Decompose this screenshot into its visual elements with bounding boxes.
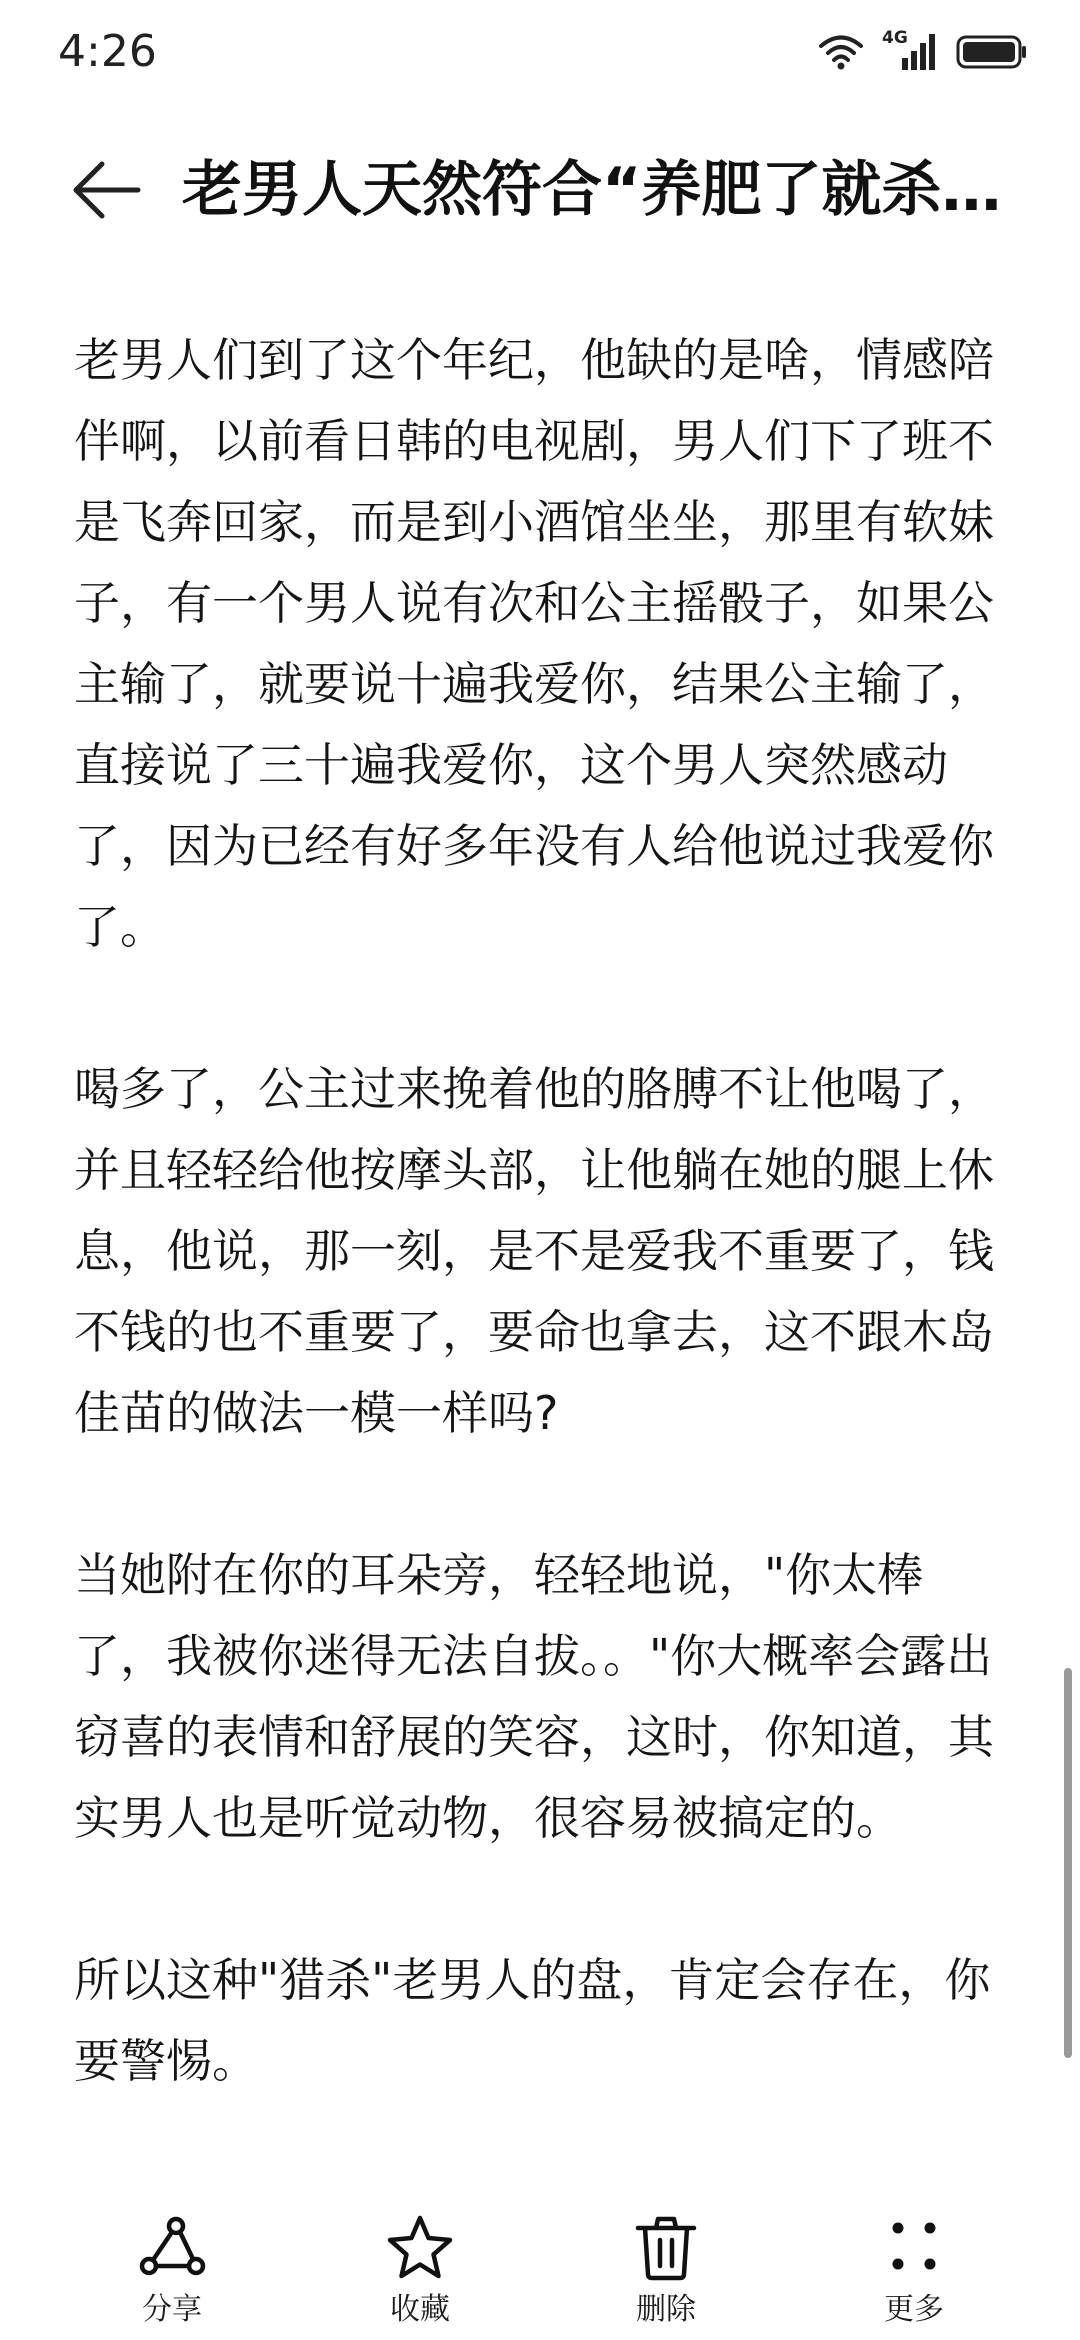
- status-icons: [818, 30, 1028, 74]
- article-paragraph: 老男人们到了这个年纪，他缺的是啥，情感陪伴啊，以前看日韩的电视剧，男人们下了班不是飞奔回家，而是到小酒馆坐坐，那里有软妹子，有一个男人说有次和公主摇骰子，如果公主输了，就要说十遍我爱你，结果公主输了，直接说了三十遍我爱你，这个男人突然感动了，因为已经有好多年没有人给他说过我爱你了。: [74, 333, 994, 954]
- favorite-label: 收藏: [390, 2292, 450, 2327]
- article-paragraph: 所以这种"猎杀"老男人的盘，肯定会存在，你要警惕。: [74, 1953, 991, 2088]
- page-title: 老男人天然符合“养肥了就杀…: [182, 155, 1002, 225]
- star-icon: [384, 2212, 456, 2284]
- article-paragraph: 喝多了，公主过来挽着他的胳膊不让他喝了，并且轻轻给他按摩头部，让他躺在她的腿上休息，他说，那一刻，是不是爱我不重要了，钱不钱的也不重要了，要命也拿去，这不跟木岛佳苗的做法一模一样吗?: [74, 1062, 994, 1440]
- trash-icon: [630, 2212, 702, 2284]
- scrollbar-thumb[interactable]: [1064, 1668, 1072, 2058]
- article-paragraph: 当她附在你的耳朵旁，轻轻地说，"你太棒了，我被你迷得无法自拔。。"你大概率会露出窃喜的表情和舒展的笑容，这时，你知道，其实男人也是听觉动物，很容易被搞定的。: [74, 1548, 994, 1845]
- wifi-icon: [818, 33, 864, 71]
- share-button[interactable]: [92, 2212, 252, 2332]
- battery-icon: [956, 34, 1028, 70]
- cellular-signal-icon: [882, 30, 938, 74]
- bottom-toolbar: [0, 2192, 1080, 2340]
- delete-label: 删除: [636, 2292, 696, 2327]
- more-dots-icon: [878, 2212, 950, 2284]
- network-type-label: 4G: [882, 28, 908, 48]
- back-arrow-icon: [72, 158, 142, 222]
- delete-button[interactable]: [586, 2212, 746, 2332]
- status-time: 4:26: [58, 26, 157, 77]
- article-body: [74, 320, 1014, 2183]
- status-bar: [0, 0, 1080, 105]
- share-icon: [136, 2212, 208, 2284]
- header: [0, 130, 1080, 250]
- more-button[interactable]: [834, 2212, 994, 2332]
- favorite-button[interactable]: [340, 2212, 500, 2332]
- more-label: 更多: [884, 2292, 944, 2327]
- share-label: 分享: [142, 2292, 202, 2327]
- back-button[interactable]: [72, 158, 142, 222]
